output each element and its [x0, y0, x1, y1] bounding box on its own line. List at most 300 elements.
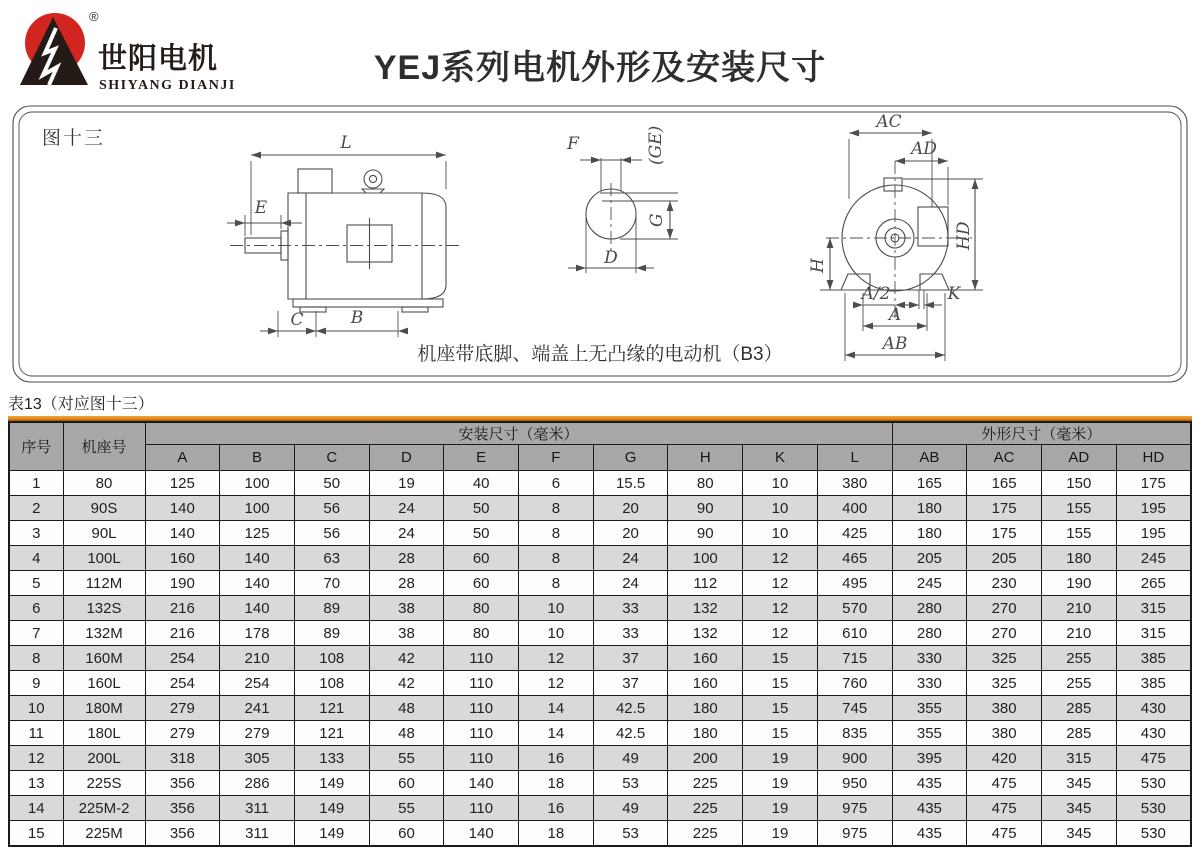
row-frame: 225M-2	[63, 796, 145, 821]
row-frame: 90L	[63, 521, 145, 546]
dim-value: 80	[668, 471, 743, 496]
logo-brand-en: SHIYANG DIANJI	[99, 78, 236, 93]
dim-value: 149	[294, 796, 369, 821]
dim-value: 175	[967, 496, 1042, 521]
dim-value: 610	[817, 621, 892, 646]
dim-value: 6	[519, 471, 594, 496]
dim-value: 14	[519, 696, 594, 721]
dim-value: 8	[519, 571, 594, 596]
dim-value: 42.5	[593, 696, 668, 721]
dim-value: 255	[1041, 646, 1116, 671]
row-serial: 9	[9, 671, 63, 696]
dim-value: 14	[519, 721, 594, 746]
dim-value: 19	[369, 471, 444, 496]
dim-value: 38	[369, 621, 444, 646]
dim-value: 230	[967, 571, 1042, 596]
dim-value: 16	[519, 796, 594, 821]
dim-value: 380	[967, 721, 1042, 746]
col-letter: L	[817, 445, 892, 471]
dim-value: 12	[743, 621, 818, 646]
dim-label-F: F	[567, 134, 579, 154]
dim-value: 53	[593, 821, 668, 847]
row-serial: 7	[9, 621, 63, 646]
dim-value: 8	[519, 496, 594, 521]
dim-label-AC: AC	[876, 112, 902, 132]
dim-value: 475	[967, 821, 1042, 847]
col-letter: AD	[1041, 445, 1116, 471]
dim-value: 140	[220, 546, 295, 571]
row-frame: 80	[63, 471, 145, 496]
dim-value: 125	[220, 521, 295, 546]
dim-value: 180	[1041, 546, 1116, 571]
dim-value: 279	[145, 696, 220, 721]
dim-value: 225	[668, 821, 743, 847]
dim-value: 110	[444, 796, 519, 821]
table-row	[9, 696, 1191, 721]
dim-label-A: A	[888, 305, 902, 325]
dim-value: 8	[519, 521, 594, 546]
dim-value: 149	[294, 821, 369, 847]
dim-value: 60	[444, 546, 519, 571]
dim-value: 110	[444, 671, 519, 696]
dim-value: 15	[743, 646, 818, 671]
dim-value: 345	[1041, 771, 1116, 796]
dim-value: 205	[967, 546, 1042, 571]
dim-value: 356	[145, 771, 220, 796]
dim-value: 12	[743, 596, 818, 621]
dim-value: 210	[1041, 621, 1116, 646]
dim-value: 175	[967, 521, 1042, 546]
dim-value: 19	[743, 821, 818, 847]
dim-value: 356	[145, 821, 220, 847]
dim-value: 495	[817, 571, 892, 596]
dim-value: 975	[817, 821, 892, 847]
dim-value: 241	[220, 696, 295, 721]
dim-value: 50	[444, 521, 519, 546]
logo-registered-mark: ®	[89, 9, 99, 24]
row-serial: 11	[9, 721, 63, 746]
dim-value: 53	[593, 771, 668, 796]
dim-value: 745	[817, 696, 892, 721]
dim-value: 279	[145, 721, 220, 746]
dim-value: 100	[220, 496, 295, 521]
dim-value: 140	[444, 821, 519, 847]
dim-value: 195	[1116, 496, 1191, 521]
dim-value: 12	[743, 571, 818, 596]
dim-value: 325	[967, 646, 1042, 671]
dim-value: 140	[145, 496, 220, 521]
row-serial: 1	[9, 471, 63, 496]
shaft-section-view	[566, 126, 678, 273]
dim-value: 10	[519, 596, 594, 621]
dim-value: 225	[668, 771, 743, 796]
dim-value: 270	[967, 621, 1042, 646]
dim-value: 100	[668, 546, 743, 571]
row-serial: 2	[9, 496, 63, 521]
table-row	[9, 471, 1191, 496]
dim-label-G: G	[647, 213, 667, 227]
dim-value: 132	[668, 596, 743, 621]
col-letter: B	[220, 445, 295, 471]
dim-value: 160	[145, 546, 220, 571]
dim-value: 270	[967, 596, 1042, 621]
dim-value: 149	[294, 771, 369, 796]
dim-value: 112	[668, 571, 743, 596]
dim-value: 42	[369, 646, 444, 671]
dim-value: 110	[444, 646, 519, 671]
dim-value: 24	[369, 521, 444, 546]
dim-value: 180	[892, 496, 967, 521]
dim-value: 330	[892, 671, 967, 696]
dim-value: 475	[967, 796, 1042, 821]
dim-value: 216	[145, 621, 220, 646]
dim-value: 140	[220, 596, 295, 621]
dim-value: 325	[967, 671, 1042, 696]
col-letter: H	[668, 445, 743, 471]
dim-value: 110	[444, 721, 519, 746]
dim-value: 475	[1116, 746, 1191, 771]
page-title: YEJ系列电机外形及安装尺寸	[373, 49, 827, 87]
dim-value: 42	[369, 671, 444, 696]
row-serial: 12	[9, 746, 63, 771]
table-row	[9, 496, 1191, 521]
dim-value: 133	[294, 746, 369, 771]
dim-value: 20	[593, 496, 668, 521]
dim-value: 285	[1041, 696, 1116, 721]
dim-value: 356	[145, 796, 220, 821]
row-frame: 180M	[63, 696, 145, 721]
dim-value: 216	[145, 596, 220, 621]
dim-value: 12	[519, 646, 594, 671]
dim-value: 55	[369, 796, 444, 821]
table-row	[9, 546, 1191, 571]
dim-value: 311	[220, 821, 295, 847]
dim-value: 20	[593, 521, 668, 546]
dim-value: 48	[369, 696, 444, 721]
dim-value: 254	[220, 671, 295, 696]
dim-value: 254	[145, 671, 220, 696]
dim-label-GE: (GE)	[646, 125, 666, 165]
dim-value: 975	[817, 796, 892, 821]
dim-value: 311	[220, 796, 295, 821]
dim-value: 205	[892, 546, 967, 571]
col-letter-row	[9, 445, 1191, 471]
dim-value: 165	[892, 471, 967, 496]
dim-value: 15	[743, 671, 818, 696]
row-frame: 132S	[63, 596, 145, 621]
dim-value: 132	[668, 621, 743, 646]
dim-value: 195	[1116, 521, 1191, 546]
dim-value: 254	[145, 646, 220, 671]
col-letter: D	[369, 445, 444, 471]
dim-value: 90	[668, 521, 743, 546]
dim-value: 465	[817, 546, 892, 571]
dim-value: 40	[444, 471, 519, 496]
dim-value: 8	[519, 546, 594, 571]
dimension-table-wrap	[8, 416, 1192, 847]
dimension-table	[8, 421, 1192, 847]
dim-value: 18	[519, 821, 594, 847]
dim-value: 10	[743, 471, 818, 496]
dim-value: 80	[444, 596, 519, 621]
dim-value: 175	[1116, 471, 1191, 496]
dim-value: 315	[1041, 746, 1116, 771]
dim-value: 435	[892, 771, 967, 796]
dim-value: 760	[817, 671, 892, 696]
dim-value: 425	[817, 521, 892, 546]
dim-value: 178	[220, 621, 295, 646]
dim-value: 435	[892, 796, 967, 821]
dim-value: 155	[1041, 521, 1116, 546]
table-row	[9, 596, 1191, 621]
dim-label-B: B	[350, 308, 364, 328]
dim-value: 385	[1116, 671, 1191, 696]
dim-value: 150	[1041, 471, 1116, 496]
dim-value: 475	[967, 771, 1042, 796]
dim-value: 280	[892, 596, 967, 621]
dim-value: 380	[967, 696, 1042, 721]
dim-value: 89	[294, 621, 369, 646]
dim-value: 530	[1116, 771, 1191, 796]
dim-value: 210	[220, 646, 295, 671]
dim-value: 140	[444, 771, 519, 796]
row-serial: 5	[9, 571, 63, 596]
row-serial: 4	[9, 546, 63, 571]
dim-value: 49	[593, 796, 668, 821]
dim-value: 395	[892, 746, 967, 771]
dim-value: 200	[668, 746, 743, 771]
row-frame: 160M	[63, 646, 145, 671]
dim-value: 24	[593, 571, 668, 596]
dim-value: 16	[519, 746, 594, 771]
dim-value: 210	[1041, 596, 1116, 621]
dim-value: 285	[1041, 721, 1116, 746]
dim-value: 10	[519, 621, 594, 646]
dim-value: 345	[1041, 821, 1116, 847]
dim-label-A2: A/2	[861, 284, 891, 304]
dim-value: 255	[1041, 671, 1116, 696]
dim-value: 15	[743, 696, 818, 721]
dim-value: 286	[220, 771, 295, 796]
dim-value: 19	[743, 796, 818, 821]
dim-value: 10	[743, 496, 818, 521]
dim-label-L: L	[340, 133, 352, 153]
dim-label-H: H	[808, 258, 828, 273]
dim-value: 835	[817, 721, 892, 746]
col-letter: G	[593, 445, 668, 471]
table-row	[9, 571, 1191, 596]
dim-value: 15	[743, 721, 818, 746]
dim-label-K: K	[947, 284, 961, 304]
row-frame: 180L	[63, 721, 145, 746]
dim-value: 50	[294, 471, 369, 496]
row-frame: 225M	[63, 821, 145, 847]
dim-value: 225	[668, 796, 743, 821]
dim-value: 50	[444, 496, 519, 521]
dim-label-HD: HD	[954, 221, 974, 250]
dim-value: 140	[145, 521, 220, 546]
dim-value: 60	[444, 571, 519, 596]
dim-value: 530	[1116, 796, 1191, 821]
dim-value: 190	[145, 571, 220, 596]
table-row	[9, 796, 1191, 821]
dim-value: 160	[668, 646, 743, 671]
dim-value: 89	[294, 596, 369, 621]
dim-value: 180	[668, 696, 743, 721]
header-serial: 序号	[9, 422, 63, 471]
dim-value: 155	[1041, 496, 1116, 521]
dim-value: 18	[519, 771, 594, 796]
table-row	[9, 646, 1191, 671]
dim-value: 56	[294, 521, 369, 546]
dim-value: 33	[593, 596, 668, 621]
dim-value: 70	[294, 571, 369, 596]
dim-value: 190	[1041, 571, 1116, 596]
col-letter: HD	[1116, 445, 1191, 471]
row-frame: 100L	[63, 546, 145, 571]
header-group-mount: 安装尺寸（毫米）	[145, 422, 892, 445]
row-serial: 10	[9, 696, 63, 721]
row-frame: 112M	[63, 571, 145, 596]
dim-value: 15.5	[593, 471, 668, 496]
col-letter: F	[519, 445, 594, 471]
dim-label-AD: AD	[911, 139, 937, 159]
dim-value: 715	[817, 646, 892, 671]
dim-value: 28	[369, 571, 444, 596]
dim-value: 180	[892, 521, 967, 546]
dim-label-E: E	[254, 198, 268, 218]
dim-value: 90	[668, 496, 743, 521]
dim-value: 108	[294, 646, 369, 671]
dim-value: 24	[369, 496, 444, 521]
dim-value: 10	[743, 521, 818, 546]
dim-value: 42.5	[593, 721, 668, 746]
dim-value: 180	[668, 721, 743, 746]
col-letter: C	[294, 445, 369, 471]
dim-value: 245	[1116, 546, 1191, 571]
figure-border-inner	[19, 112, 1181, 376]
front-view	[808, 112, 983, 361]
row-frame: 225S	[63, 771, 145, 796]
dim-value: 318	[145, 746, 220, 771]
dim-value: 380	[817, 471, 892, 496]
dim-value: 345	[1041, 796, 1116, 821]
dim-value: 280	[892, 621, 967, 646]
dim-label-D: D	[604, 248, 618, 268]
dim-value: 121	[294, 721, 369, 746]
dim-value: 37	[593, 646, 668, 671]
dim-value: 63	[294, 546, 369, 571]
dim-value: 125	[145, 471, 220, 496]
logo-brand-cn: 世阳电机	[98, 43, 219, 75]
row-frame: 132M	[63, 621, 145, 646]
dim-value: 165	[967, 471, 1042, 496]
dim-value: 435	[892, 821, 967, 847]
dim-value: 265	[1116, 571, 1191, 596]
row-serial: 8	[9, 646, 63, 671]
dim-value: 37	[593, 671, 668, 696]
dim-value: 33	[593, 621, 668, 646]
dim-value: 108	[294, 671, 369, 696]
dim-value: 100	[220, 471, 295, 496]
header-frame: 机座号	[63, 422, 145, 471]
table-caption: 表13（对应图十三）	[8, 396, 154, 413]
dim-value: 55	[369, 746, 444, 771]
dim-value: 430	[1116, 721, 1191, 746]
table-row	[9, 521, 1191, 546]
dim-value: 24	[593, 546, 668, 571]
dim-value: 60	[369, 771, 444, 796]
header-group-outline: 外形尺寸（毫米）	[892, 422, 1191, 445]
dim-value: 28	[369, 546, 444, 571]
col-letter: AB	[892, 445, 967, 471]
table-row	[9, 771, 1191, 796]
row-frame: 160L	[63, 671, 145, 696]
dim-value: 110	[444, 696, 519, 721]
dim-value: 12	[519, 671, 594, 696]
dim-value: 279	[220, 721, 295, 746]
dim-value: 420	[967, 746, 1042, 771]
row-serial: 6	[9, 596, 63, 621]
dim-value: 315	[1116, 621, 1191, 646]
row-serial: 15	[9, 821, 63, 847]
dim-value: 245	[892, 571, 967, 596]
dim-value: 355	[892, 721, 967, 746]
figure-caption: 机座带底脚、端盖上无凸缘的电动机（B3）	[417, 344, 783, 365]
dim-value: 400	[817, 496, 892, 521]
figure-13	[10, 103, 1190, 385]
figure-label: 图十三	[42, 128, 106, 149]
row-frame: 90S	[63, 496, 145, 521]
dim-label-C: C	[290, 310, 304, 330]
col-letter: K	[743, 445, 818, 471]
col-letter: A	[145, 445, 220, 471]
table-row	[9, 821, 1191, 847]
dim-value: 315	[1116, 596, 1191, 621]
table-body	[9, 471, 1191, 847]
dim-value: 60	[369, 821, 444, 847]
row-frame: 200L	[63, 746, 145, 771]
dim-label-AB: AB	[882, 334, 908, 354]
row-serial: 14	[9, 796, 63, 821]
row-serial: 13	[9, 771, 63, 796]
table-row	[9, 621, 1191, 646]
dim-value: 330	[892, 646, 967, 671]
dim-value: 56	[294, 496, 369, 521]
dim-value: 950	[817, 771, 892, 796]
dim-value: 305	[220, 746, 295, 771]
dim-value: 110	[444, 746, 519, 771]
dim-value: 12	[743, 546, 818, 571]
dim-value: 160	[668, 671, 743, 696]
dim-value: 355	[892, 696, 967, 721]
dim-value: 570	[817, 596, 892, 621]
dim-value: 19	[743, 771, 818, 796]
dim-value: 530	[1116, 821, 1191, 847]
table-header	[9, 422, 1191, 471]
dim-value: 900	[817, 746, 892, 771]
table-row	[9, 721, 1191, 746]
dim-value: 140	[220, 571, 295, 596]
side-view	[227, 133, 462, 337]
dim-value: 38	[369, 596, 444, 621]
dim-value: 49	[593, 746, 668, 771]
col-letter: E	[444, 445, 519, 471]
col-letter: AC	[967, 445, 1042, 471]
dim-value: 121	[294, 696, 369, 721]
dim-value: 19	[743, 746, 818, 771]
dim-value: 385	[1116, 646, 1191, 671]
